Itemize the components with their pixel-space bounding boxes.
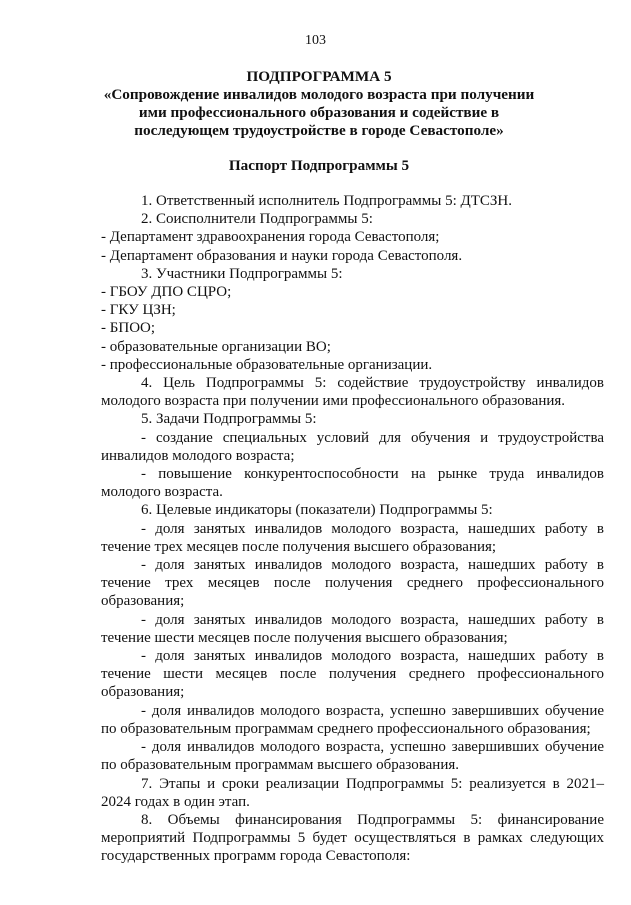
list-item: - ГКУ ЦЗН; <box>101 302 176 319</box>
subprogram-subtitle: «Сопровождение инвалидов молодого возраста при получении ими профессионального образования и содействие в последующем трудоустройстве в городе Севастополе» <box>103 86 535 139</box>
list-item: - доля занятых инвалидов молодого возраста, нашедших работу в течение шести месяцев после получения среднего профессионального образования; <box>101 648 604 701</box>
list-item: - Департамент здравоохранения города Севастополя; <box>101 229 440 246</box>
list-item: - создание специальных условий для обучения и трудоустройства инвалидов молодого возраста; <box>101 429 604 464</box>
subprogram-heading <box>95 68 543 140</box>
paragraph: 3. Участники Подпрограммы 5: <box>141 265 343 282</box>
list-item: - доля инвалидов молодого возраста, успешно завершивших обучение по образовательным программам среднего профессионального образования; <box>101 702 604 737</box>
passport-heading: Паспорт Подпрограммы 5 <box>228 157 410 174</box>
paragraph: 6. Целевые индикаторы (показатели) Подпрограммы 5: <box>141 502 493 519</box>
page-number: 103 <box>305 33 326 48</box>
paragraph: 4. Цель Подпрограммы 5: содействие трудоустройству инвалидов молодого возраста при получении ими профессионального образования. <box>101 375 604 410</box>
list-item: - доля инвалидов молодого возраста, успешно завершивших обучение по образовательным программам высшего образования. <box>101 739 604 774</box>
subprogram-title: ПОДПРОГРАММА 5 <box>246 68 392 85</box>
paragraph: 1. Ответственный исполнитель Подпрограммы 5: ДТСЗН. <box>141 193 512 209</box>
list-item: - ГБОУ ДПО СЦРО; <box>101 284 232 301</box>
list-item: - доля занятых инвалидов молодого возраста, нашедших работу в течение трех месяцев после получения среднего профессионального образования; <box>101 557 604 610</box>
paragraph: 5. Задачи Подпрограммы 5: <box>141 411 317 428</box>
document-body <box>101 192 604 866</box>
paragraph: 7. Этапы и сроки реализации Подпрограммы 5: реализуется в 2021–2024 годах в один этап. <box>101 775 604 810</box>
list-item: - профессиональные образовательные организации. <box>101 356 433 373</box>
list-item: - повышение конкурентоспособности на рынке труда инвалидов молодого возраста. <box>101 466 604 501</box>
list-item: - БПОО; <box>101 320 156 337</box>
paragraph: 2. Соисполнители Подпрограммы 5: <box>141 211 373 228</box>
paragraph: 8. Объемы финансирования Подпрограммы 5: финансирование мероприятий Подпрограммы 5 будет осуществляться в рамках следующих государственных программ города Севастополя: <box>101 811 604 865</box>
list-item: - Департамент образования и науки города Севастополя. <box>101 247 463 264</box>
list-item: - доля занятых инвалидов молодого возраста, нашедших работу в течение шести месяцев после получения высшего образования; <box>101 611 604 646</box>
list-item: - образовательные организации ВО; <box>101 338 331 355</box>
list-item: - доля занятых инвалидов молодого возраста, нашедших работу в течение трех месяцев после получения высшего образования; <box>101 520 604 555</box>
